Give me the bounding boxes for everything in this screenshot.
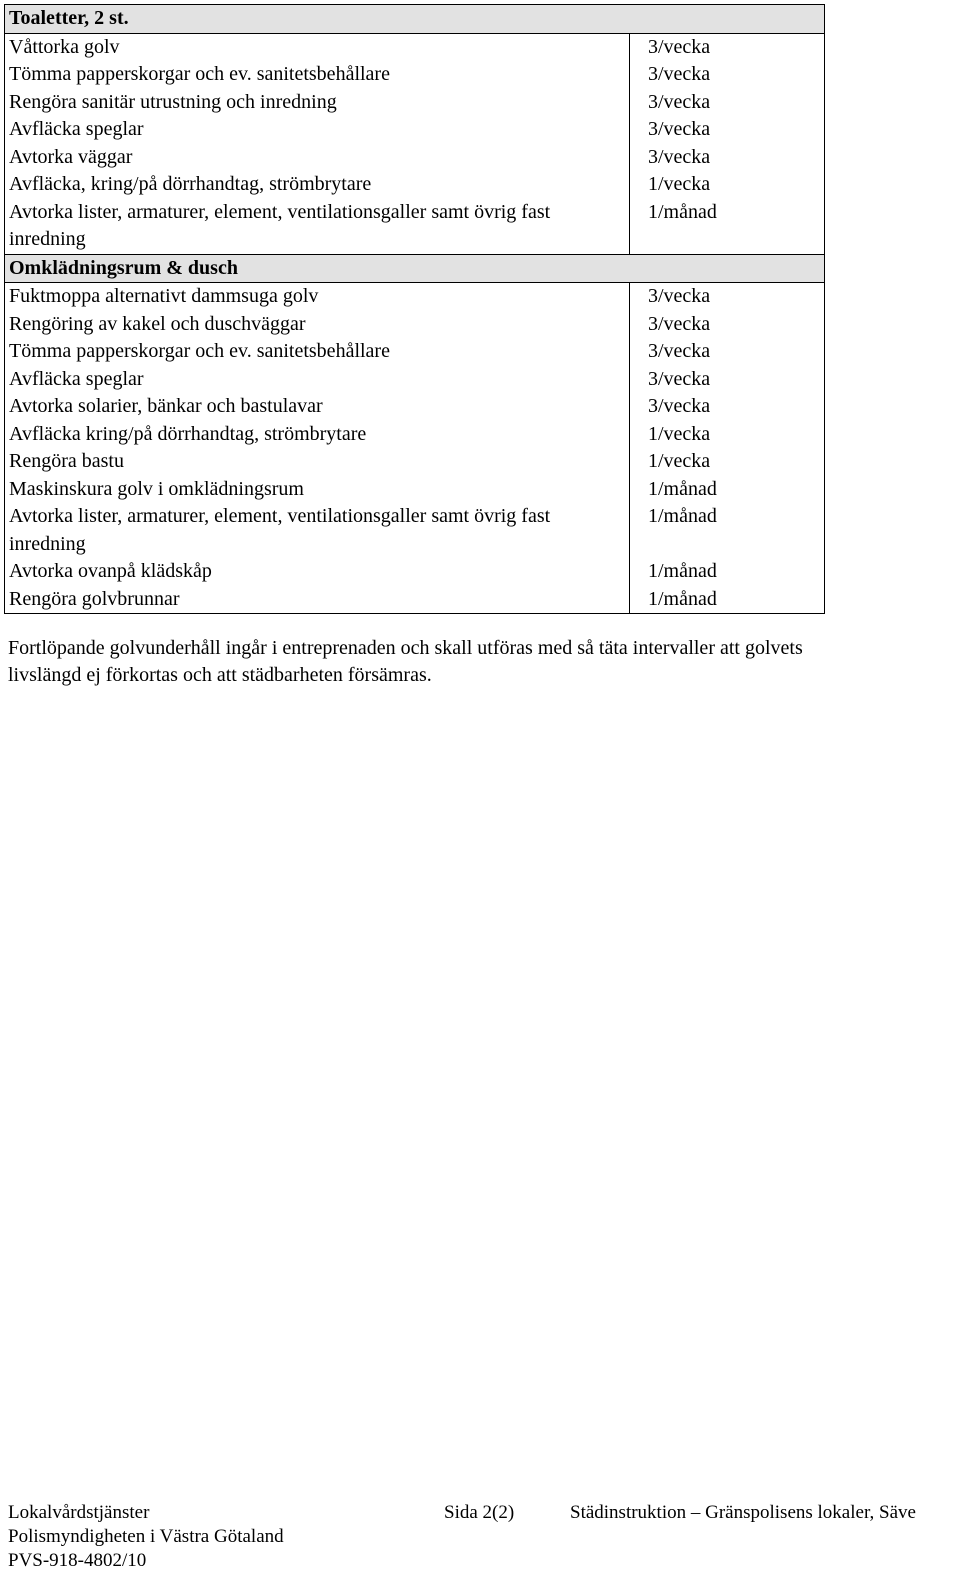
task-row bbox=[5, 366, 825, 394]
task-row bbox=[5, 61, 825, 89]
task-row bbox=[5, 586, 825, 614]
task-row bbox=[5, 283, 825, 311]
task-description: Rengöra bastu bbox=[5, 448, 630, 476]
task-frequency: 1/månad bbox=[630, 503, 825, 558]
task-frequency: 3/vecka bbox=[630, 366, 825, 394]
task-frequency: 3/vecka bbox=[630, 144, 825, 172]
footer-organization: Polismyndigheten i Västra Götaland bbox=[8, 1526, 284, 1547]
section-header-row bbox=[5, 254, 825, 283]
task-description: Fuktmoppa alternativt dammsuga golv bbox=[5, 283, 630, 311]
footer-page-number: Sida 2(2) bbox=[444, 1502, 515, 1523]
task-frequency: 3/vecka bbox=[630, 61, 825, 89]
task-description: Avfläcka kring/på dörrhandtag, strömbrytare bbox=[5, 421, 630, 449]
task-description: Avfläcka speglar bbox=[5, 116, 630, 144]
task-frequency: 1/vecka bbox=[630, 421, 825, 449]
task-table-body bbox=[5, 5, 825, 614]
task-row bbox=[5, 448, 825, 476]
task-row bbox=[5, 311, 825, 339]
task-frequency: 1/månad bbox=[630, 199, 825, 255]
task-frequency: 3/vecka bbox=[630, 89, 825, 117]
task-description: Avfläcka, kring/på dörrhandtag, strömbrytare bbox=[5, 171, 630, 199]
task-row bbox=[5, 144, 825, 172]
task-description: Avtorka solarier, bänkar och bastulavar bbox=[5, 393, 630, 421]
task-description: Avtorka ovanpå klädskåp bbox=[5, 558, 630, 586]
section-header-row bbox=[5, 5, 825, 34]
section-title: Omklädningsrum & dusch bbox=[5, 254, 825, 283]
task-description: Maskinskura golv i omklädningsrum bbox=[5, 476, 630, 504]
task-row bbox=[5, 503, 825, 558]
task-row bbox=[5, 89, 825, 117]
task-frequency: 3/vecka bbox=[630, 393, 825, 421]
section-title: Toaletter, 2 st. bbox=[5, 5, 825, 34]
task-frequency: 1/vecka bbox=[630, 448, 825, 476]
floor-maintenance-note: Fortlöpande golvunderhåll ingår i entreprenaden och skall utföras med så täta intervaller att golvets livslängd ej förkortas och att städbarheten försämras. bbox=[8, 637, 803, 686]
task-frequency: 3/vecka bbox=[630, 283, 825, 311]
task-description: Tömma papperskorgar och ev. sanitetsbehållare bbox=[5, 61, 630, 89]
footer-document-title: Städinstruktion – Gränspolisens lokaler, Säve bbox=[570, 1502, 916, 1523]
task-row bbox=[5, 33, 825, 61]
task-frequency: 3/vecka bbox=[630, 116, 825, 144]
task-description: Rengöra sanitär utrustning och inredning bbox=[5, 89, 630, 117]
task-description: Avtorka lister, armaturer, element, ventilationsgaller samt övrig fast inredning bbox=[5, 199, 630, 255]
task-row bbox=[5, 476, 825, 504]
task-description: Rengöring av kakel och duschväggar bbox=[5, 311, 630, 339]
task-frequency: 1/månad bbox=[630, 586, 825, 614]
task-frequency: 1/vecka bbox=[630, 171, 825, 199]
task-description: Tömma papperskorgar och ev. sanitetsbehållare bbox=[5, 338, 630, 366]
task-description: Avfläcka speglar bbox=[5, 366, 630, 394]
task-frequency: 3/vecka bbox=[630, 33, 825, 61]
task-frequency: 1/månad bbox=[630, 558, 825, 586]
task-frequency: 3/vecka bbox=[630, 311, 825, 339]
footer-service-name: Lokalvårdstjänster bbox=[8, 1502, 150, 1523]
task-row bbox=[5, 393, 825, 421]
task-description: Avtorka lister, armaturer, element, ventilationsgaller samt övrig fast inredning bbox=[5, 503, 630, 558]
task-frequency: 1/månad bbox=[630, 476, 825, 504]
task-row bbox=[5, 199, 825, 255]
task-description: Avtorka väggar bbox=[5, 144, 630, 172]
task-row bbox=[5, 338, 825, 366]
cleaning-task-table bbox=[4, 4, 825, 614]
task-row bbox=[5, 558, 825, 586]
task-description: Våttorka golv bbox=[5, 33, 630, 61]
footer-reference-number: PVS-918-4802/10 bbox=[8, 1550, 147, 1571]
task-frequency: 3/vecka bbox=[630, 338, 825, 366]
task-description: Rengöra golvbrunnar bbox=[5, 586, 630, 614]
task-row bbox=[5, 116, 825, 144]
task-row bbox=[5, 171, 825, 199]
task-row bbox=[5, 421, 825, 449]
